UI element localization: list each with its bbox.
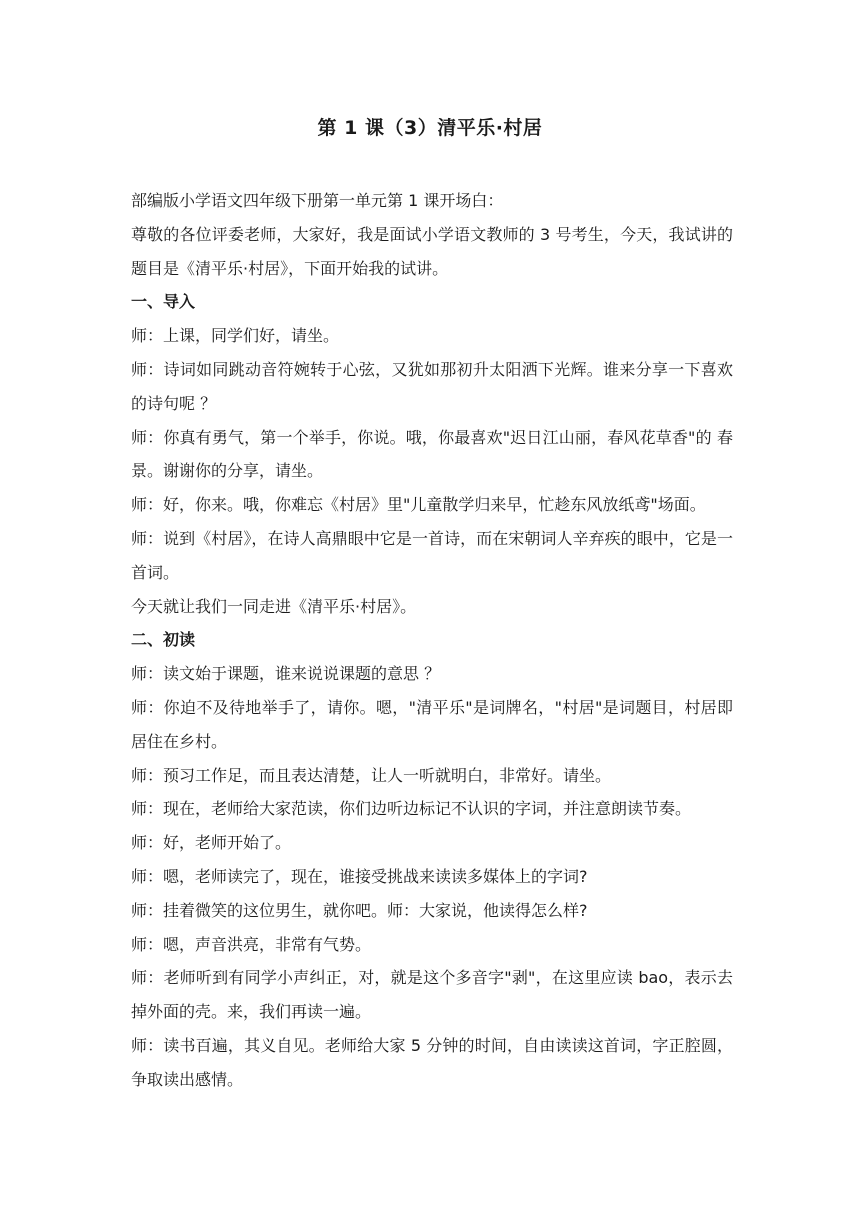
- paragraph: 师：说到《村居》，在诗人高鼎眼中它是一首诗，而在宋朝词人辛弃疾的眼中，它是一首词。: [131, 528, 733, 582]
- paragraph: 师：诗词如同跳动音符婉转于心弦，又犹如那初升太阳洒下光辉。谁来分享一下喜欢的诗句呢 ？: [131, 359, 733, 413]
- paragraph: 师：你真有勇气，第一个举手，你说。哦，你最喜欢"迟日江山丽，春风花草香"的 春景。谢谢你的分享，请坐。: [131, 427, 733, 481]
- paragraph: 部编版小学语文四年级下册第一单元第 1 课开场白：: [131, 191, 504, 210]
- paragraph: 师：嗯，声音洪亮，非常有气势。: [131, 934, 372, 954]
- document-title: 第 1 课（3）清平乐·村居: [317, 117, 543, 139]
- paragraph: 师：好，你来。哦，你难忘《村居》里"儿童散学归来早，忙趁东风放纸鸢"场面。: [131, 495, 706, 515]
- paragraph: 师：老师听到有同学小声纠正，对，就是这个多音字"剥"，在这里应读 bao，表示去掉外面的壳。来，我们再读一遍。: [131, 968, 733, 1022]
- document-body: [131, 184, 733, 1097]
- paragraph: 师：你迫不及待地举手了，请你。嗯，"清平乐"是词牌名，"村居"是词题目，村居即居住在乡村。: [131, 697, 733, 751]
- paragraph: 师：嗯，老师读完了，现在，谁接受挑战来读读多媒体上的字词?: [131, 866, 588, 886]
- paragraph: 师：挂着微笑的这位男生，就你吧。师：大家说，他读得怎么样?: [131, 900, 588, 920]
- paragraph: 今天就让我们一同走进《清平乐·村居》。: [131, 596, 417, 616]
- paragraph: 师：预习工作足，而且表达清楚，让人一听就明白，非常好。请坐。: [131, 765, 612, 785]
- section-heading: 一、导入: [131, 292, 196, 312]
- paragraph: 师：上课，同学们好，请坐。: [131, 326, 340, 346]
- paragraph: 师：现在，老师给大家范读，你们边听边标记不认识的字词，并注意朗读节奏。: [131, 799, 692, 819]
- paragraph: 师：读文始于课题，谁来说说课题的意思 ？: [131, 664, 441, 684]
- paragraph: 尊敬的各位评委老师，大家好，我是面试小学语文教师的 3 号考生，今天，我试讲的题目是《清平乐·村居》，下面开始我的试讲。: [131, 224, 733, 278]
- section-heading: 二、初读: [131, 630, 196, 650]
- paragraph: 师：好，老师开始了。: [131, 833, 292, 853]
- paragraph: 师：读书百遍，其义自见。老师给大家 5 分钟的时间，自由读读这首词，字正腔圆，争取读出感情。: [131, 1035, 733, 1089]
